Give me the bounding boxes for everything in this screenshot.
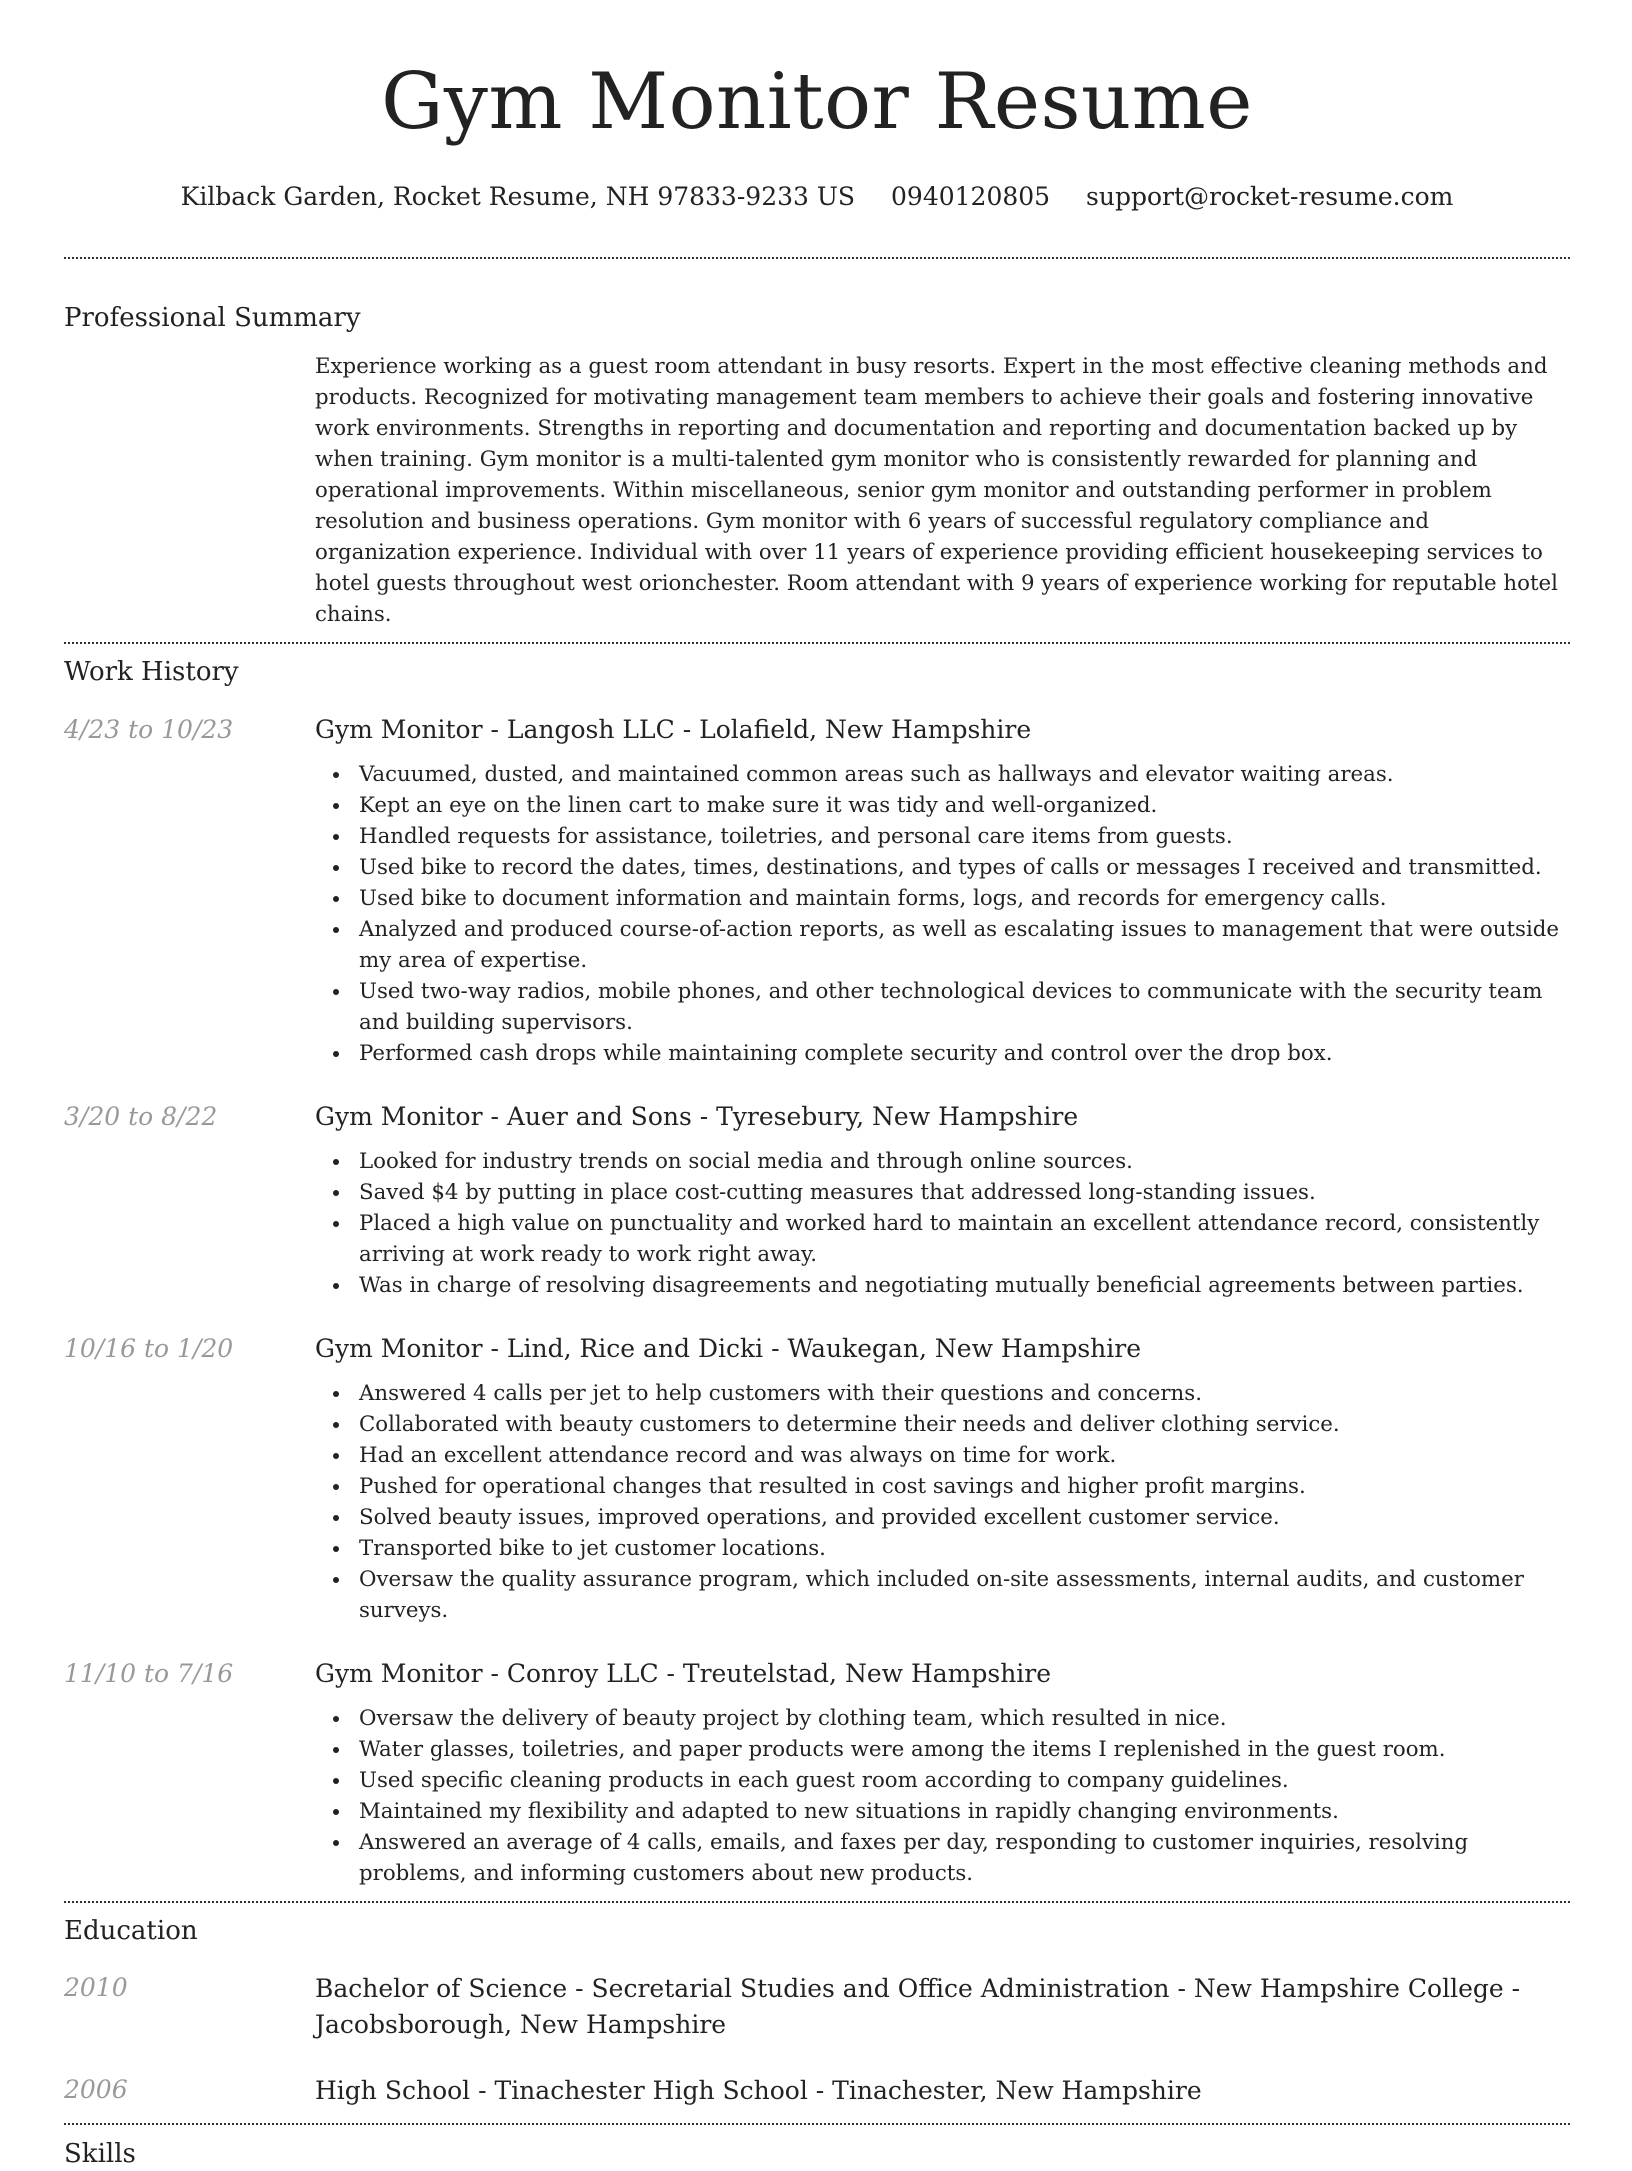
job-entry: [64, 1332, 1570, 1626]
education-entry: [64, 1971, 1570, 2043]
job-title: Gym Monitor - Auer and Sons - Tyresebury, New Hampshire: [315, 1102, 1079, 1131]
job-details: [315, 713, 1570, 1069]
job-bullets: [315, 1703, 1570, 1889]
list-item: Saved $4 by putting in place cost-cutting measures that addressed long-standing issues.: [315, 1177, 1570, 1208]
list-item: Pushed for operational changes that resulted in cost savings and higher profit margins.: [315, 1471, 1570, 1502]
education-title: Bachelor of Science - Secretarial Studies and Office Administration - New Hampshire College - Jacobsborough, New Hampshire: [315, 1974, 1521, 2039]
list-item: Answered 4 calls per jet to help customers with their questions and concerns.: [315, 1378, 1570, 1409]
job-details: [315, 1657, 1570, 1889]
education-entry: [64, 2073, 1570, 2109]
job-entry: [64, 1657, 1570, 1889]
job-entry: [64, 1100, 1570, 1301]
list-item: Answered an average of 4 calls, emails, and faxes per day, responding to customer inquiries, resolving problems, and informing customers about new products.: [315, 1827, 1570, 1889]
summary-text: Experience working as a guest room attendant in busy resorts. Expert in the most effective cleaning methods and products. Recognized for motivating management team members to achieve their goals and fostering innovative work environments. Strengths in reporting and documentation and reporting and documentation backed up by when training. Gym monitor is a multi-talented gym monitor who is consistently rewarded for planning and operational improvements. Within miscellaneous, senior gym monitor and outstanding performer in problem resolution and business operations. Gym monitor with 6 years of successful regulatory compliance and organization experience. Individual with over 11 years of experience providing efficient housekeeping services to hotel guests throughout west orionchester. Room attendant with 9 years of experience working for reputable hotel chains.: [315, 354, 1558, 627]
contact-phone: 0940120805: [891, 182, 1051, 211]
list-item: Oversaw the quality assurance program, which included on-site assessments, internal audits, and customer surveys.: [315, 1564, 1570, 1626]
summary-row: [64, 351, 1570, 630]
job-bullets: [315, 759, 1570, 1069]
summary-heading: Professional Summary: [64, 303, 361, 333]
job-title: Gym Monitor - Lind, Rice and Dicki - Waukegan, New Hampshire: [315, 1334, 1142, 1363]
work-history-heading: Work History: [64, 657, 239, 687]
education-year: 2010: [64, 1973, 128, 2002]
list-item: Had an excellent attendance record and was always on time for work.: [315, 1440, 1570, 1471]
job-dates: 10/16 to 1/20: [64, 1334, 234, 1363]
job-title: Gym Monitor - Conroy LLC - Treutelstad, New Hampshire: [315, 1659, 1052, 1688]
list-item: Kept an eye on the linen cart to make sure it was tidy and well-organized.: [315, 790, 1570, 821]
list-item: Water glasses, toiletries, and paper products were among the items I replenished in the guest room.: [315, 1734, 1570, 1765]
list-item: Used bike to document information and maintain forms, logs, and records for emergency calls.: [315, 883, 1570, 914]
divider: [64, 2123, 1570, 2125]
summary-spacer: [64, 351, 315, 630]
resume-page: [64, 0, 1570, 2171]
list-item: Vacuumed, dusted, and maintained common areas such as hallways and elevator waiting areas.: [315, 759, 1570, 790]
job-details: [315, 1100, 1570, 1301]
job-dates: 4/23 to 10/23: [64, 715, 234, 744]
contact-address: Kilback Garden, Rocket Resume, NH 97833-9233 US: [180, 182, 856, 211]
resume-title: Gym Monitor Resume: [381, 57, 1253, 147]
list-item: Was in charge of resolving disagreements and negotiating mutually beneficial agreements between parties.: [315, 1270, 1570, 1301]
list-item: Solved beauty issues, improved operations, and provided excellent customer service.: [315, 1502, 1570, 1533]
job-title: Gym Monitor - Langosh LLC - Lolafield, New Hampshire: [315, 715, 1032, 744]
divider: [64, 1901, 1570, 1903]
job-entry: [64, 713, 1570, 1069]
list-item: Performed cash drops while maintaining complete security and control over the drop box.: [315, 1038, 1570, 1069]
list-item: Used bike to record the dates, times, destinations, and types of calls or messages I received and transmitted.: [315, 852, 1570, 883]
job-dates: 11/10 to 7/16: [64, 1659, 234, 1688]
list-item: Transported bike to jet customer locations.: [315, 1533, 1570, 1564]
list-item: Looked for industry trends on social media and through online sources.: [315, 1146, 1570, 1177]
contact-email[interactable]: support@rocket-resume.com: [1086, 182, 1454, 211]
skills-heading: Skills: [64, 2139, 136, 2169]
list-item: Collaborated with beauty customers to determine their needs and deliver clothing service.: [315, 1409, 1570, 1440]
education-title: High School - Tinachester High School - Tinachester, New Hampshire: [315, 2076, 1202, 2105]
divider: [64, 642, 1570, 644]
education-year: 2006: [64, 2075, 128, 2104]
education-heading: Education: [64, 1916, 198, 1946]
contact-line: [64, 180, 1570, 214]
list-item: Placed a high value on punctuality and worked hard to maintain an excellent attendance record, consistently arriving at work ready to work right away.: [315, 1208, 1570, 1270]
job-bullets: [315, 1146, 1570, 1301]
list-item: Oversaw the delivery of beauty project by clothing team, which resulted in nice.: [315, 1703, 1570, 1734]
divider: [64, 257, 1570, 259]
list-item: Handled requests for assistance, toiletries, and personal care items from guests.: [315, 821, 1570, 852]
job-bullets: [315, 1378, 1570, 1626]
list-item: Maintained my flexibility and adapted to new situations in rapidly changing environments.: [315, 1796, 1570, 1827]
list-item: Used two-way radios, mobile phones, and other technological devices to communicate with the security team and building supervisors.: [315, 976, 1570, 1038]
list-item: Analyzed and produced course-of-action reports, as well as escalating issues to management that were outside my area of expertise.: [315, 914, 1570, 976]
job-details: [315, 1332, 1570, 1626]
list-item: Used specific cleaning products in each guest room according to company guidelines.: [315, 1765, 1570, 1796]
job-dates: 3/20 to 8/22: [64, 1102, 218, 1131]
